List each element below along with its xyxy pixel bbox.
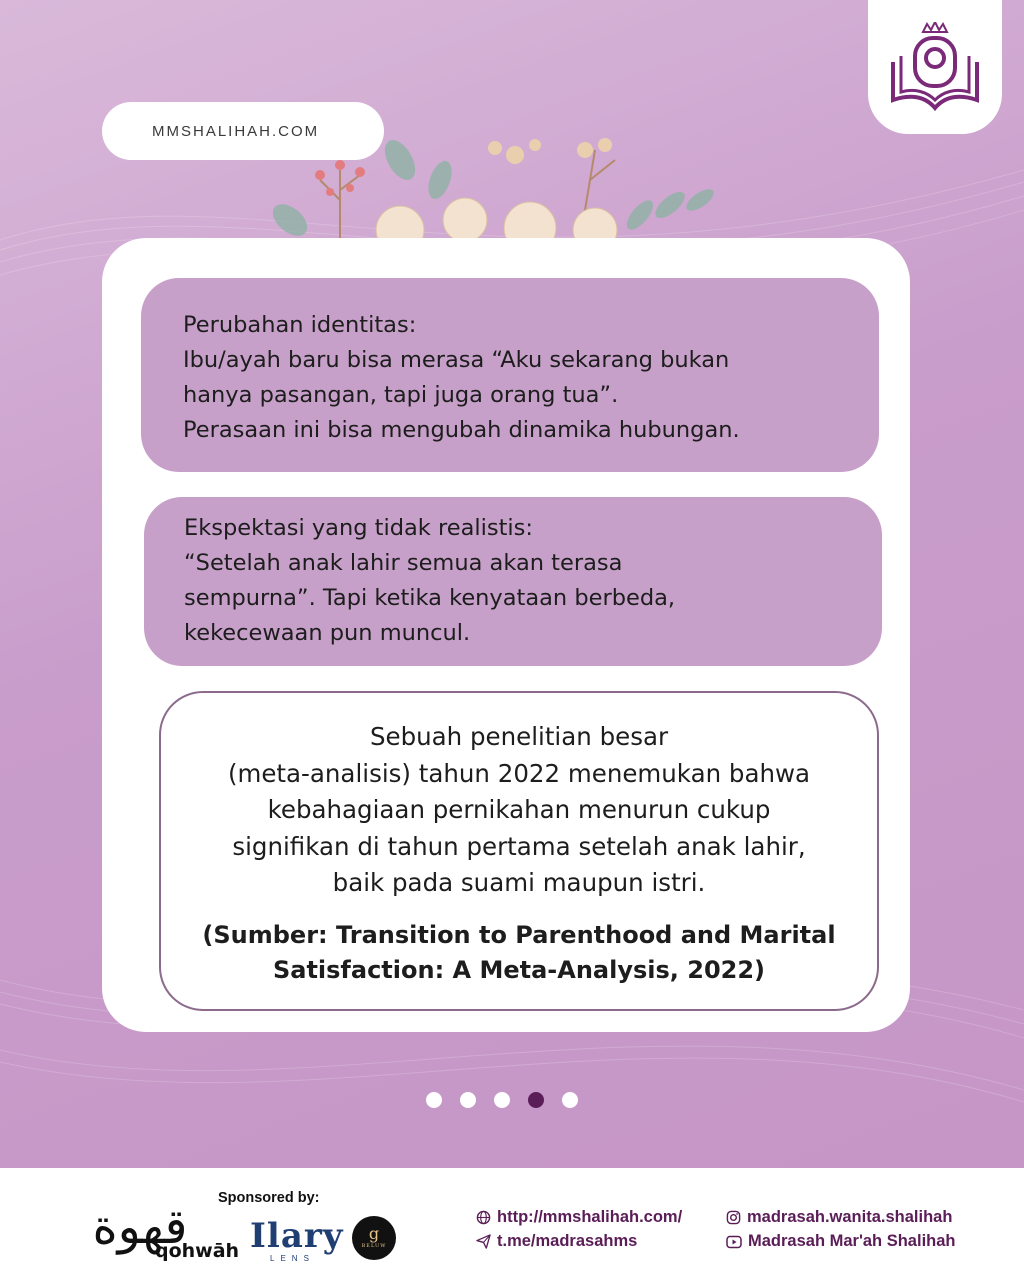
- pagination-dot[interactable]: [494, 1092, 510, 1108]
- point-identity-change: [141, 278, 879, 472]
- point-line: Ibu/ayah baru bisa merasa “Aku sekarang bukan: [183, 347, 730, 373]
- beluw-mark: g: [368, 1224, 380, 1243]
- point-unrealistic-expectations: [144, 497, 882, 666]
- crowned-book-logo-icon: [885, 22, 985, 112]
- research-line: kebahagiaan pernikahan menurun cukup: [267, 795, 771, 824]
- brand-logo: [868, 0, 1002, 134]
- instagram-icon: [726, 1210, 741, 1225]
- source-line: Satisfaction: A Meta-Analysis, 2022): [272, 955, 766, 984]
- sponsor-ilary: Ilary: [250, 1216, 344, 1256]
- website-pill-label: MMSHALIHAH.COM: [152, 122, 320, 140]
- sponsor-ilary-sub: LENS: [270, 1254, 315, 1263]
- paper-plane-icon: [476, 1234, 491, 1249]
- telegram-link[interactable]: [476, 1232, 637, 1251]
- point-line: Perasaan ini bisa mengubah dinamika hubungan.: [183, 417, 740, 443]
- research-text: [161, 719, 877, 902]
- beluw-sub: BELUW: [361, 1243, 387, 1249]
- point-line: kekecewaan pun muncul.: [184, 620, 471, 646]
- pagination-dot[interactable]: [460, 1092, 476, 1108]
- floral-decoration: [250, 120, 750, 250]
- research-source: [161, 918, 877, 988]
- point-line: hanya pasangan, tapi juga orang tua”.: [183, 382, 619, 408]
- source-line: (Sumber: Transition to Parenthood and Marital: [202, 920, 836, 949]
- research-line: signifikan di tahun pertama setelah anak lahir,: [232, 831, 806, 861]
- point-heading: Ekspektasi yang tidak realistis:: [184, 515, 533, 541]
- youtube-text: Madrasah Mar'ah Shalihah: [748, 1232, 956, 1250]
- research-line: baik pada suami maupun istri.: [332, 868, 706, 897]
- website-link[interactable]: [476, 1208, 682, 1227]
- telegram-text: t.me/madrasahms: [497, 1232, 638, 1250]
- qohwah-arabic: قهوة: [92, 1199, 188, 1255]
- research-line: (meta-analisis) tahun 2022 menemukan bahwa: [227, 758, 811, 788]
- youtube-icon: [726, 1235, 742, 1249]
- instagram-text: madrasah.wanita.shalihah: [747, 1208, 953, 1226]
- qohwah-latin: qohwāh: [155, 1240, 240, 1262]
- pagination-dot[interactable]: [528, 1092, 544, 1108]
- sponsored-label: Sponsored by:: [218, 1190, 320, 1206]
- instagram-link[interactable]: [726, 1208, 952, 1227]
- pagination-dots: [426, 1092, 578, 1108]
- sponsor-beluw-logo: [352, 1216, 396, 1260]
- youtube-link[interactable]: [726, 1232, 955, 1251]
- point-line: sempurna”. Tapi ketika kenyataan berbeda,: [184, 585, 676, 611]
- research-line: Sebuah penelitian besar: [369, 722, 669, 751]
- globe-icon: [476, 1210, 491, 1225]
- point-heading: Perubahan identitas:: [183, 312, 417, 338]
- website-text: http://mmshalihah.com/: [497, 1208, 683, 1226]
- point-line: “Setelah anak lahir semua akan terasa: [184, 550, 623, 576]
- pagination-dot[interactable]: [426, 1092, 442, 1108]
- pagination-dot[interactable]: [562, 1092, 578, 1108]
- research-box: [159, 691, 879, 1011]
